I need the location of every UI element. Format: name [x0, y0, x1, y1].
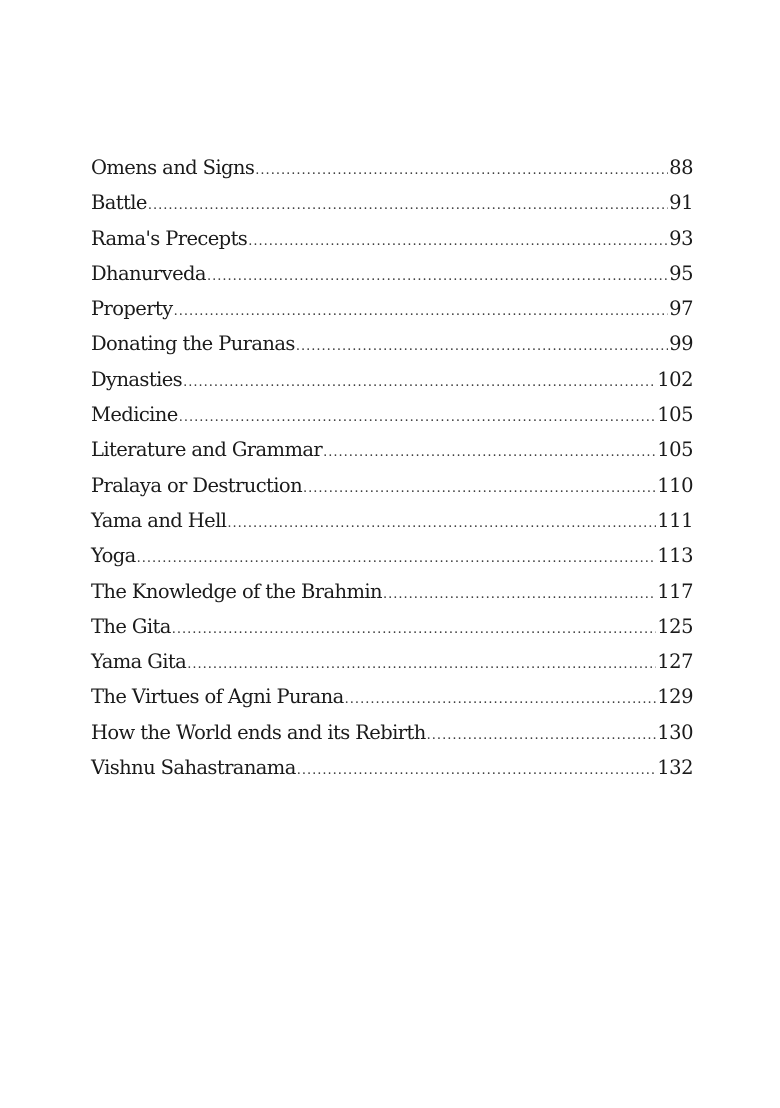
dot-leader [148, 188, 668, 223]
toc-entry-page-number: 91 [669, 191, 693, 215]
dot-leader [174, 294, 669, 329]
toc-entry-title: Yama and Hell [91, 508, 227, 532]
toc-entry [91, 538, 693, 573]
toc-entry [91, 644, 693, 679]
toc-entry-title: Vishnu Sahastranama [91, 756, 296, 780]
dot-leader [255, 153, 668, 188]
dot-leader [427, 718, 657, 753]
toc-entry-title: The Gita [91, 614, 171, 638]
toc-entry-page-number: 132 [657, 756, 693, 780]
toc-entry-page-number: 111 [657, 508, 693, 532]
toc-entry-title: Yama Gita [91, 650, 187, 674]
dot-leader [187, 647, 656, 682]
dot-leader [383, 577, 656, 612]
toc-entry [91, 609, 693, 644]
toc-entry [91, 150, 693, 185]
toc-entry-title: Medicine [91, 403, 178, 427]
toc-entry-title: How the World ends and its Rebirth [91, 720, 426, 744]
toc-entry-title: Battle [91, 191, 147, 215]
toc-entry [91, 715, 693, 750]
dot-leader [248, 224, 668, 259]
toc-entry-page-number: 88 [669, 156, 693, 179]
toc-entry-page-number: 99 [669, 332, 693, 356]
toc-entry-title: The Knowledge of the Brahmin [91, 579, 382, 603]
toc-entry-page-number: 102 [657, 367, 693, 391]
toc-entry-page-number: 110 [657, 473, 693, 497]
toc-entry [91, 574, 693, 609]
table-of-contents [91, 150, 693, 785]
dot-leader [137, 541, 657, 576]
toc-entry-title: Dhanurveda [91, 261, 206, 285]
toc-entry-page-number: 93 [669, 226, 693, 250]
toc-entry [91, 291, 693, 326]
toc-entry [91, 185, 693, 220]
toc-entry-title: Donating the Puranas [91, 332, 295, 356]
toc-entry-title: The Virtues of Agni Purana [91, 685, 344, 709]
dot-leader [179, 400, 657, 435]
dot-leader [303, 471, 656, 506]
toc-entry-page-number: 125 [657, 614, 693, 638]
dot-leader [207, 259, 668, 294]
toc-entry-title: Omens and Signs [91, 156, 255, 179]
toc-entry-page-number: 129 [657, 685, 693, 709]
toc-entry [91, 326, 693, 361]
toc-entry [91, 397, 693, 432]
toc-entry [91, 221, 693, 256]
toc-entry-title: Rama's Precepts [91, 226, 248, 250]
toc-entry-title: Dynasties [91, 367, 183, 391]
toc-entry [91, 750, 693, 785]
toc-entry [91, 256, 693, 291]
toc-entry [91, 679, 693, 714]
dot-leader [227, 506, 656, 541]
toc-entry-title: Yoga [91, 544, 136, 568]
dot-leader [297, 753, 657, 788]
toc-entry-page-number: 113 [657, 544, 693, 568]
toc-entry [91, 468, 693, 503]
dot-leader [172, 612, 656, 647]
dot-leader [183, 365, 656, 400]
toc-entry-page-number: 97 [669, 297, 693, 321]
toc-entry-page-number: 130 [657, 720, 693, 744]
toc-entry-title: Literature and Grammar [91, 438, 323, 462]
toc-entry-page-number: 127 [657, 650, 693, 674]
toc-entry-page-number: 95 [669, 261, 693, 285]
dot-leader [296, 329, 668, 364]
toc-entry-page-number: 105 [657, 403, 693, 427]
toc-entry [91, 362, 693, 397]
toc-entry-title: Pralaya or Destruction [91, 473, 303, 497]
toc-entry [91, 432, 693, 467]
dot-leader [345, 682, 657, 717]
dot-leader [323, 435, 656, 470]
toc-entry-title: Property [91, 297, 173, 321]
toc-entry [91, 503, 693, 538]
toc-entry-page-number: 117 [657, 579, 693, 603]
toc-entry-page-number: 105 [657, 438, 693, 462]
